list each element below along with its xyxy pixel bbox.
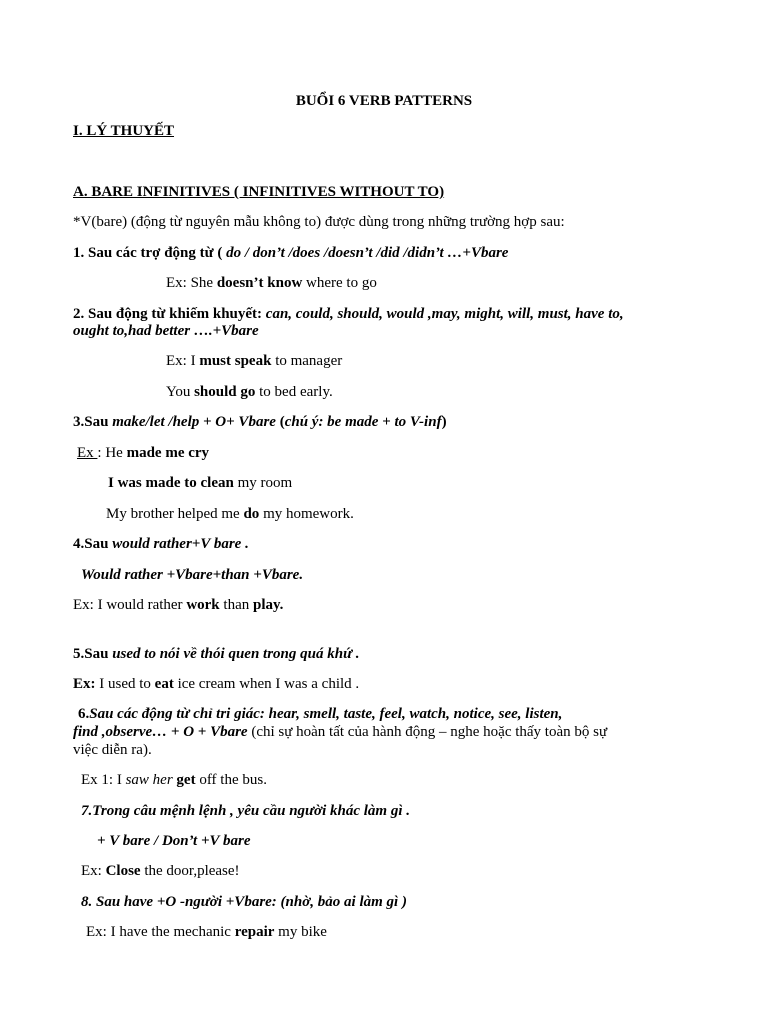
intro-text: *V(bare) (động từ nguyên mẫu không to) được dùng trong những trường hợp sau: xyxy=(73,214,565,230)
rule-6-cont-2: việc diễn ra). xyxy=(73,742,152,758)
rule-6: 6.Sau các động từ chỉ tri giác: hear, smell, taste, feel, watch, notice, see, listen, xyxy=(78,706,563,722)
rule-2-cont: ought to,had better ….+Vbare xyxy=(73,323,259,339)
rule-8-example: Ex: I have the mechanic repair my bike xyxy=(86,924,327,940)
rule-3-example-3: My brother helped me do my homework. xyxy=(106,506,354,522)
rule-4-structure: Would rather +Vbare+than +Vbare. xyxy=(81,567,304,583)
rule-7: 7.Trong câu mệnh lệnh , yêu cầu người khác làm gì . xyxy=(81,803,411,819)
rule-3-example-2: I was made to clean my room xyxy=(108,475,293,491)
rule-6-example: Ex 1: I saw her get off the bus. xyxy=(81,772,267,788)
rule-8: 8. Sau have +O -người +Vbare: (nhờ, bảo ai làm gì ) xyxy=(81,894,407,910)
rule-7-structure: + V bare / Don’t +V bare xyxy=(97,833,251,849)
rule-1: 1. Sau các trợ động từ ( do / don’t /does /doesn’t /did /didn’t …+Vbare xyxy=(73,245,509,261)
section-a-heading: A. BARE INFINITIVES ( INFINITIVES WITHOUT TO) xyxy=(73,184,445,200)
rule-4-example: Ex: I would rather work than play. xyxy=(73,597,284,613)
rule-4: 4.Sau would rather+V bare . xyxy=(73,536,249,552)
rule-5: 5.Sau used to nói về thói quen trong quá khứ . xyxy=(73,646,360,662)
section-theory-heading: I. LÝ THUYẾT xyxy=(73,123,175,139)
rule-1-example: Ex: She doesn’t know where to go xyxy=(166,275,377,291)
rule-6-cont: find ,observe… + O + Vbare (chỉ sự hoàn tất của hành động – nghe hoặc thấy toàn bộ sự xyxy=(73,724,608,740)
rule-3: 3.Sau make/let /help + O+ Vbare (chú ý: be made + to V-inf) xyxy=(73,414,447,430)
rule-7-example: Ex: Close the door,please! xyxy=(81,863,240,879)
rule-2-example-1: Ex: I must speak to manager xyxy=(166,353,343,369)
rule-2: 2. Sau động từ khiếm khuyết: can, could, should, would ,may, might, will, must, have to, xyxy=(73,306,624,322)
rule-2-example-2: You should go to bed early. xyxy=(166,384,333,400)
rule-3-example-1: Ex : He made me cry xyxy=(77,445,210,461)
page-title: BUỔI 6 VERB PATTERNS xyxy=(295,93,473,109)
rule-5-example: Ex: I used to eat ice cream when I was a child . xyxy=(73,676,360,692)
